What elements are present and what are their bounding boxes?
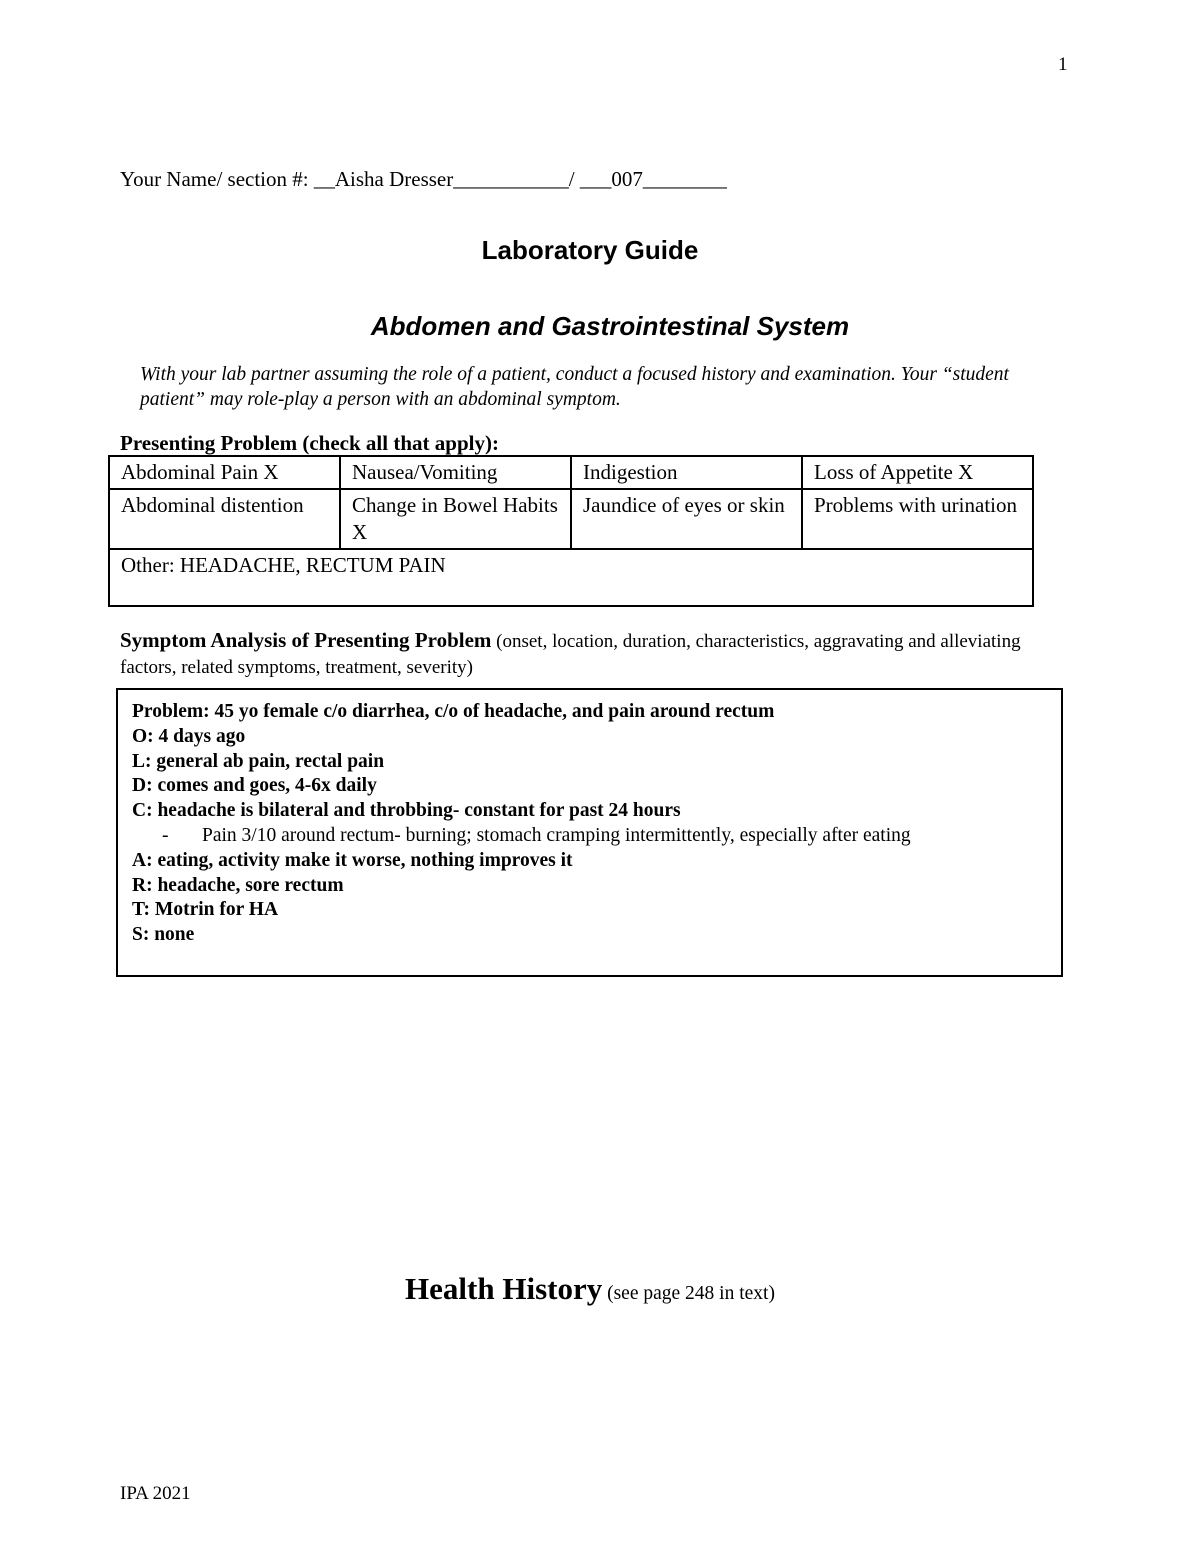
student-name-value: __Aisha Dresser___________ <box>313 167 569 191</box>
presenting-problem-table <box>108 455 1034 607</box>
name-separator: / <box>568 167 580 191</box>
page-number: 1 <box>1058 54 1068 75</box>
section-number-value: ___007________ <box>579 167 727 191</box>
problem-cell: Indigestion <box>571 456 802 489</box>
symptom-analysis-box <box>116 688 1063 977</box>
list-item: D: comes and goes, 4-6x daily <box>132 775 377 797</box>
health-history-title: Health History <box>405 1271 603 1306</box>
footer-text: IPA 2021 <box>120 1483 191 1504</box>
name-section-line <box>120 167 727 192</box>
list-item: T: Motrin for HA <box>132 899 279 921</box>
page-subtitle: Abdomen and Gastrointestinal System <box>370 311 850 341</box>
sub-item-text: Pain 3/10 around rectum- burning; stomach cramping intermittently, especially after eating <box>202 824 911 846</box>
problem-cell: Abdominal distention <box>109 489 340 549</box>
name-label: Your Name/ section #: <box>120 167 314 191</box>
problem-cell: Jaundice of eyes or skin <box>571 489 802 549</box>
table-row <box>109 489 1033 549</box>
problem-cell: Loss of Appetite X <box>802 456 1033 489</box>
other-problems-cell: Other: HEADACHE, RECTUM PAIN <box>109 549 1033 606</box>
health-history-heading <box>0 1271 1180 1307</box>
table-row <box>109 456 1033 489</box>
symptom-analysis-note: (onset, location, duration, characteristics, aggravating and alleviating factors, related symptoms, treatment, severity) <box>120 631 1021 678</box>
list-item: A: eating, activity make it worse, nothing improves it <box>132 849 573 871</box>
list-item: Problem: 45 yo female c/o diarrhea, c/o of headache, and pain around rectum <box>132 701 775 722</box>
symptom-analysis-title: Symptom Analysis of Presenting Problem <box>120 628 492 652</box>
table-row <box>109 549 1033 606</box>
list-item: L: general ab pain, rectal pain <box>132 750 385 772</box>
symptom-analysis-heading <box>120 627 1060 681</box>
list-item: C: headache is bilateral and throbbing- constant for past 24 hours <box>132 800 681 822</box>
list-item: S: none <box>132 924 195 946</box>
problem-cell: Change in Bowel Habits X <box>340 489 571 549</box>
list-item: R: headache, sore rectum <box>132 874 344 896</box>
problem-cell: Abdominal Pain X <box>109 456 340 489</box>
problem-cell: Problems with urination <box>802 489 1033 549</box>
instructions: With your lab partner assuming the role of a patient, conduct a focused history and examination. Your “student patient” may role-play a person with an abdominal symptom. <box>140 364 1009 410</box>
list-item: O: 4 days ago <box>132 725 246 747</box>
sub-list-item <box>132 824 1052 849</box>
health-history-note: (see page 248 in text) <box>602 1283 775 1304</box>
dash-bullet: - <box>162 824 169 846</box>
problem-cell: Nausea/Vomiting <box>340 456 571 489</box>
presenting-problem-heading: Presenting Problem (check all that apply): <box>120 431 499 455</box>
page-title: Laboratory Guide <box>481 235 699 265</box>
